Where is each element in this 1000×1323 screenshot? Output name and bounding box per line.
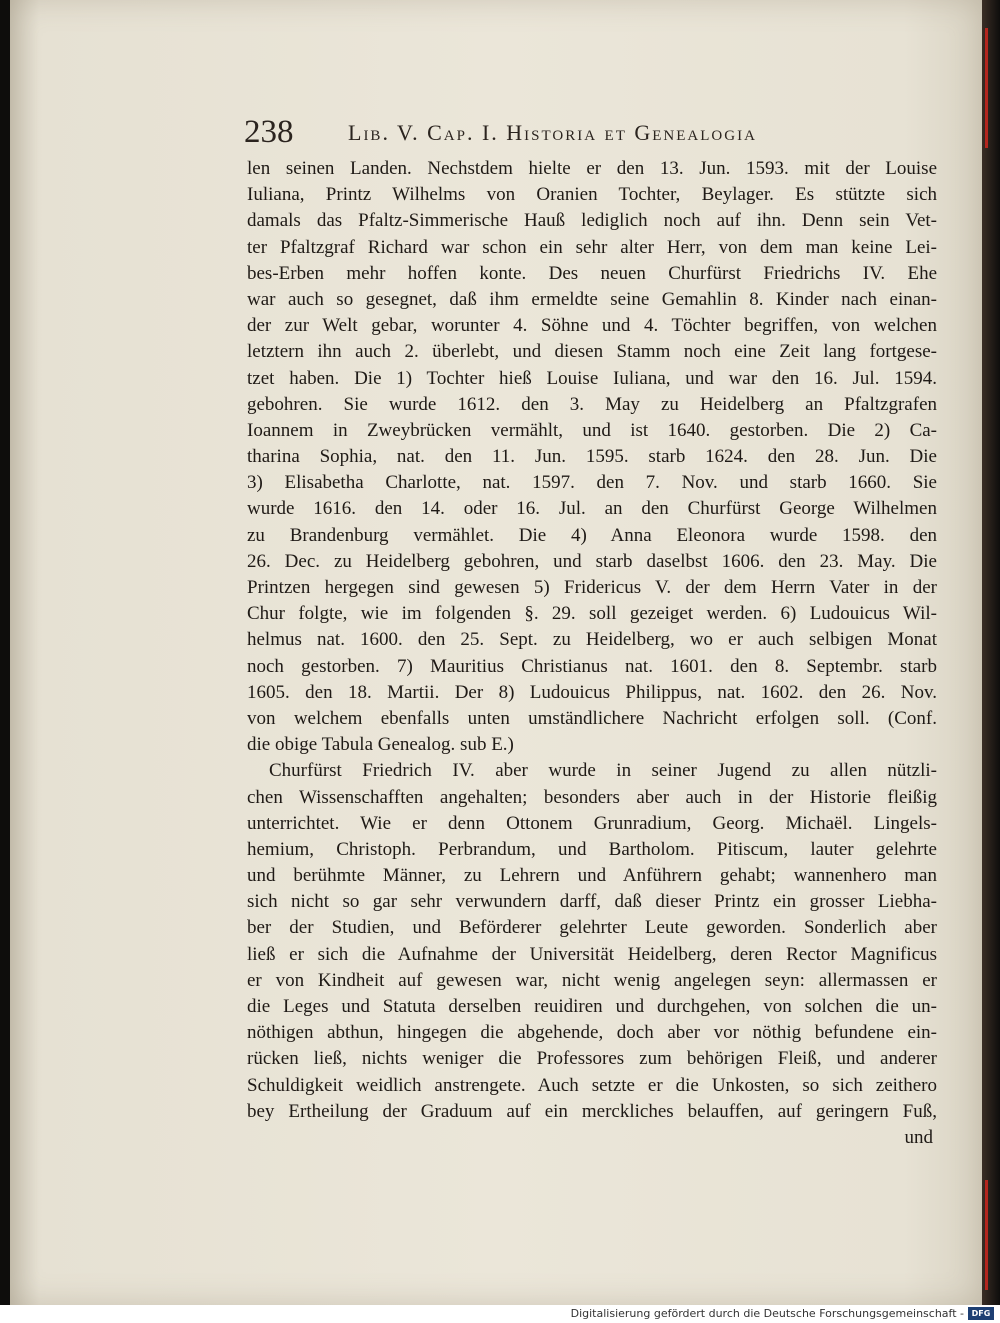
text-line: Chur folgte, wie im folgenden §. 29. soll gezeiget werden. 6) Ludouicus Wil- (247, 603, 937, 625)
text-line: hemium, Christoph. Perbrandum, und Bartholom. Pitiscum, lauter gelehrte (247, 838, 937, 860)
text-line: die obige Tabula Genealog. sub E.) (247, 734, 514, 756)
text-line: Churfürst Friedrich IV. aber wurde in seiner Jugend zu allen nützli- (269, 760, 937, 782)
text-line: ter Pfaltzgraf Richard war schon ein sehr alter Herr, von dem man keine Lei- (247, 236, 937, 258)
text-line: 3) Elisabetha Charlotte, nat. 1597. den 7. Nov. und starb 1660. Sie (247, 472, 937, 494)
text-line: Printzen hergegen sind gewesen 5) Fridericus V. der dem Herrn Vater in der (247, 577, 937, 598)
footer-credit: Digitalisierung gefördert durch die Deutsche Forschungsgemeinschaft - (570, 1307, 964, 1320)
text-line: noch gestorben. 7) Mauritius Christianus nat. 1601. den 8. Septembr. starb (247, 655, 937, 677)
text-line: er von Kindheit auf gewesen war, nicht wenig angelegen seyn: allermassen er (247, 969, 937, 991)
running-title: Lib. V. Cap. I. Historia et Genealogia (348, 120, 757, 145)
text-line: 1605. den 18. Martii. Der 8) Ludouicus Philippus, nat. 1602. den 26. Nov. (247, 681, 937, 703)
text-line: bes-Erben mehr hoffen konte. Des neuen Churfürst Friedrichs IV. Ehe (247, 262, 937, 284)
body-text (247, 156, 937, 1151)
running-head (244, 112, 834, 152)
margin-mark (985, 1180, 988, 1290)
book-page (10, 0, 982, 1305)
text-line: letztern ihn auch 2. überlebt, und diesen Stamm noch eine Zeit lang fortgese- (247, 341, 937, 363)
text-line: tzet haben. Die 1) Tochter hieß Louise Iuliana, und war den 16. Jul. 1594. (247, 367, 937, 389)
text-line: gebohren. Sie wurde 1612. den 3. May zu Heidelberg an Pfaltzgrafen (247, 393, 937, 415)
text-line: damals das Pfaltz-Simmerische Hauß lediglich noch auf ihn. Denn sein Vet- (247, 210, 937, 232)
text-line: rücken ließ, nichts weniger die Professores zum behörigen Fleiß, und anderer (247, 1048, 937, 1070)
footer-bar (0, 1305, 1000, 1323)
text-line: unterrichtet. Wie er denn Ottonem Grunradium, Georg. Michaël. Lingels- (247, 812, 937, 834)
text-line: Iuliana, Printz Wilhelms von Oranien Tochter, Beylager. Es stützte sich (247, 184, 937, 206)
text-line: und berühmte Männer, zu Lehrern und Anführern gehabt; wannenhero man (247, 865, 937, 887)
page-number: 238 (244, 114, 294, 150)
text-line: tharina Sophia, nat. den 11. Jun. 1595. starb 1624. den 28. Jun. Die (247, 446, 937, 468)
text-line: und (904, 1126, 933, 1148)
text-line: Ioannem in Zweybrücken vermählt, und ist 1640. gestorben. Die 2) Ca- (247, 419, 937, 441)
text-line: 26. Dec. zu Heidelberg gebohren, und starb daselbst 1606. den 23. May. Die (247, 550, 937, 572)
page-edge (982, 0, 1000, 1305)
text-line: bey Ertheilung der Graduum auf ein merckliches belauffen, auf geringern Fuß, (247, 1100, 937, 1122)
text-line: nöthigen abthun, hingegen die abgehende, doch aber vor nöthig befundene ein- (247, 1022, 937, 1044)
text-line: sich nicht so gar sehr verwundern darff, daß dieser Printz ein grosser Liebha- (247, 891, 937, 913)
margin-mark (985, 28, 988, 148)
text-line: ber der Studien, und Beförderer gelehrter Leute geworden. Sonderlich aber (247, 917, 937, 939)
text-line: der zur Welt gebar, worunter 4. Söhne und 4. Töchter begriffen, von welchen (247, 315, 937, 337)
text-line: ließ er sich die Aufnahme der Universität Heidelberg, deren Rector Magnificus (247, 943, 937, 965)
dfg-logo: DFG (968, 1307, 994, 1320)
text-line: zu Brandenburg vermählet. Die 4) Anna Eleonora wurde 1598. den (247, 524, 937, 546)
text-line: chen Wissenschafften angehalten; besonders aber auch in der Historie fleißig (247, 786, 937, 808)
text-line: war auch so gesegnet, daß ihm ermeldte seine Gemahlin 8. Kinder nach einan- (247, 288, 937, 310)
text-line: Schuldigkeit weidlich anstrengete. Auch setzte er die Unkosten, so sich zeithero (247, 1074, 937, 1096)
text-line: die Leges und Statuta derselben reuidiren und durchgehen, von solchen die un- (247, 996, 937, 1017)
text-line: von welchem ebenfalls unten umständlichere Nachricht erfolgen soll. (Conf. (247, 707, 937, 729)
text-line: wurde 1616. den 14. oder 16. Jul. an den Churfürst George Wilhelmen (247, 498, 937, 520)
text-line: len seinen Landen. Nechstdem hielte er den 13. Jun. 1593. mit der Louise (247, 158, 937, 179)
text-line: helmus nat. 1600. den 25. Sept. zu Heidelberg, wo er auch selbigen Monat (247, 629, 937, 651)
